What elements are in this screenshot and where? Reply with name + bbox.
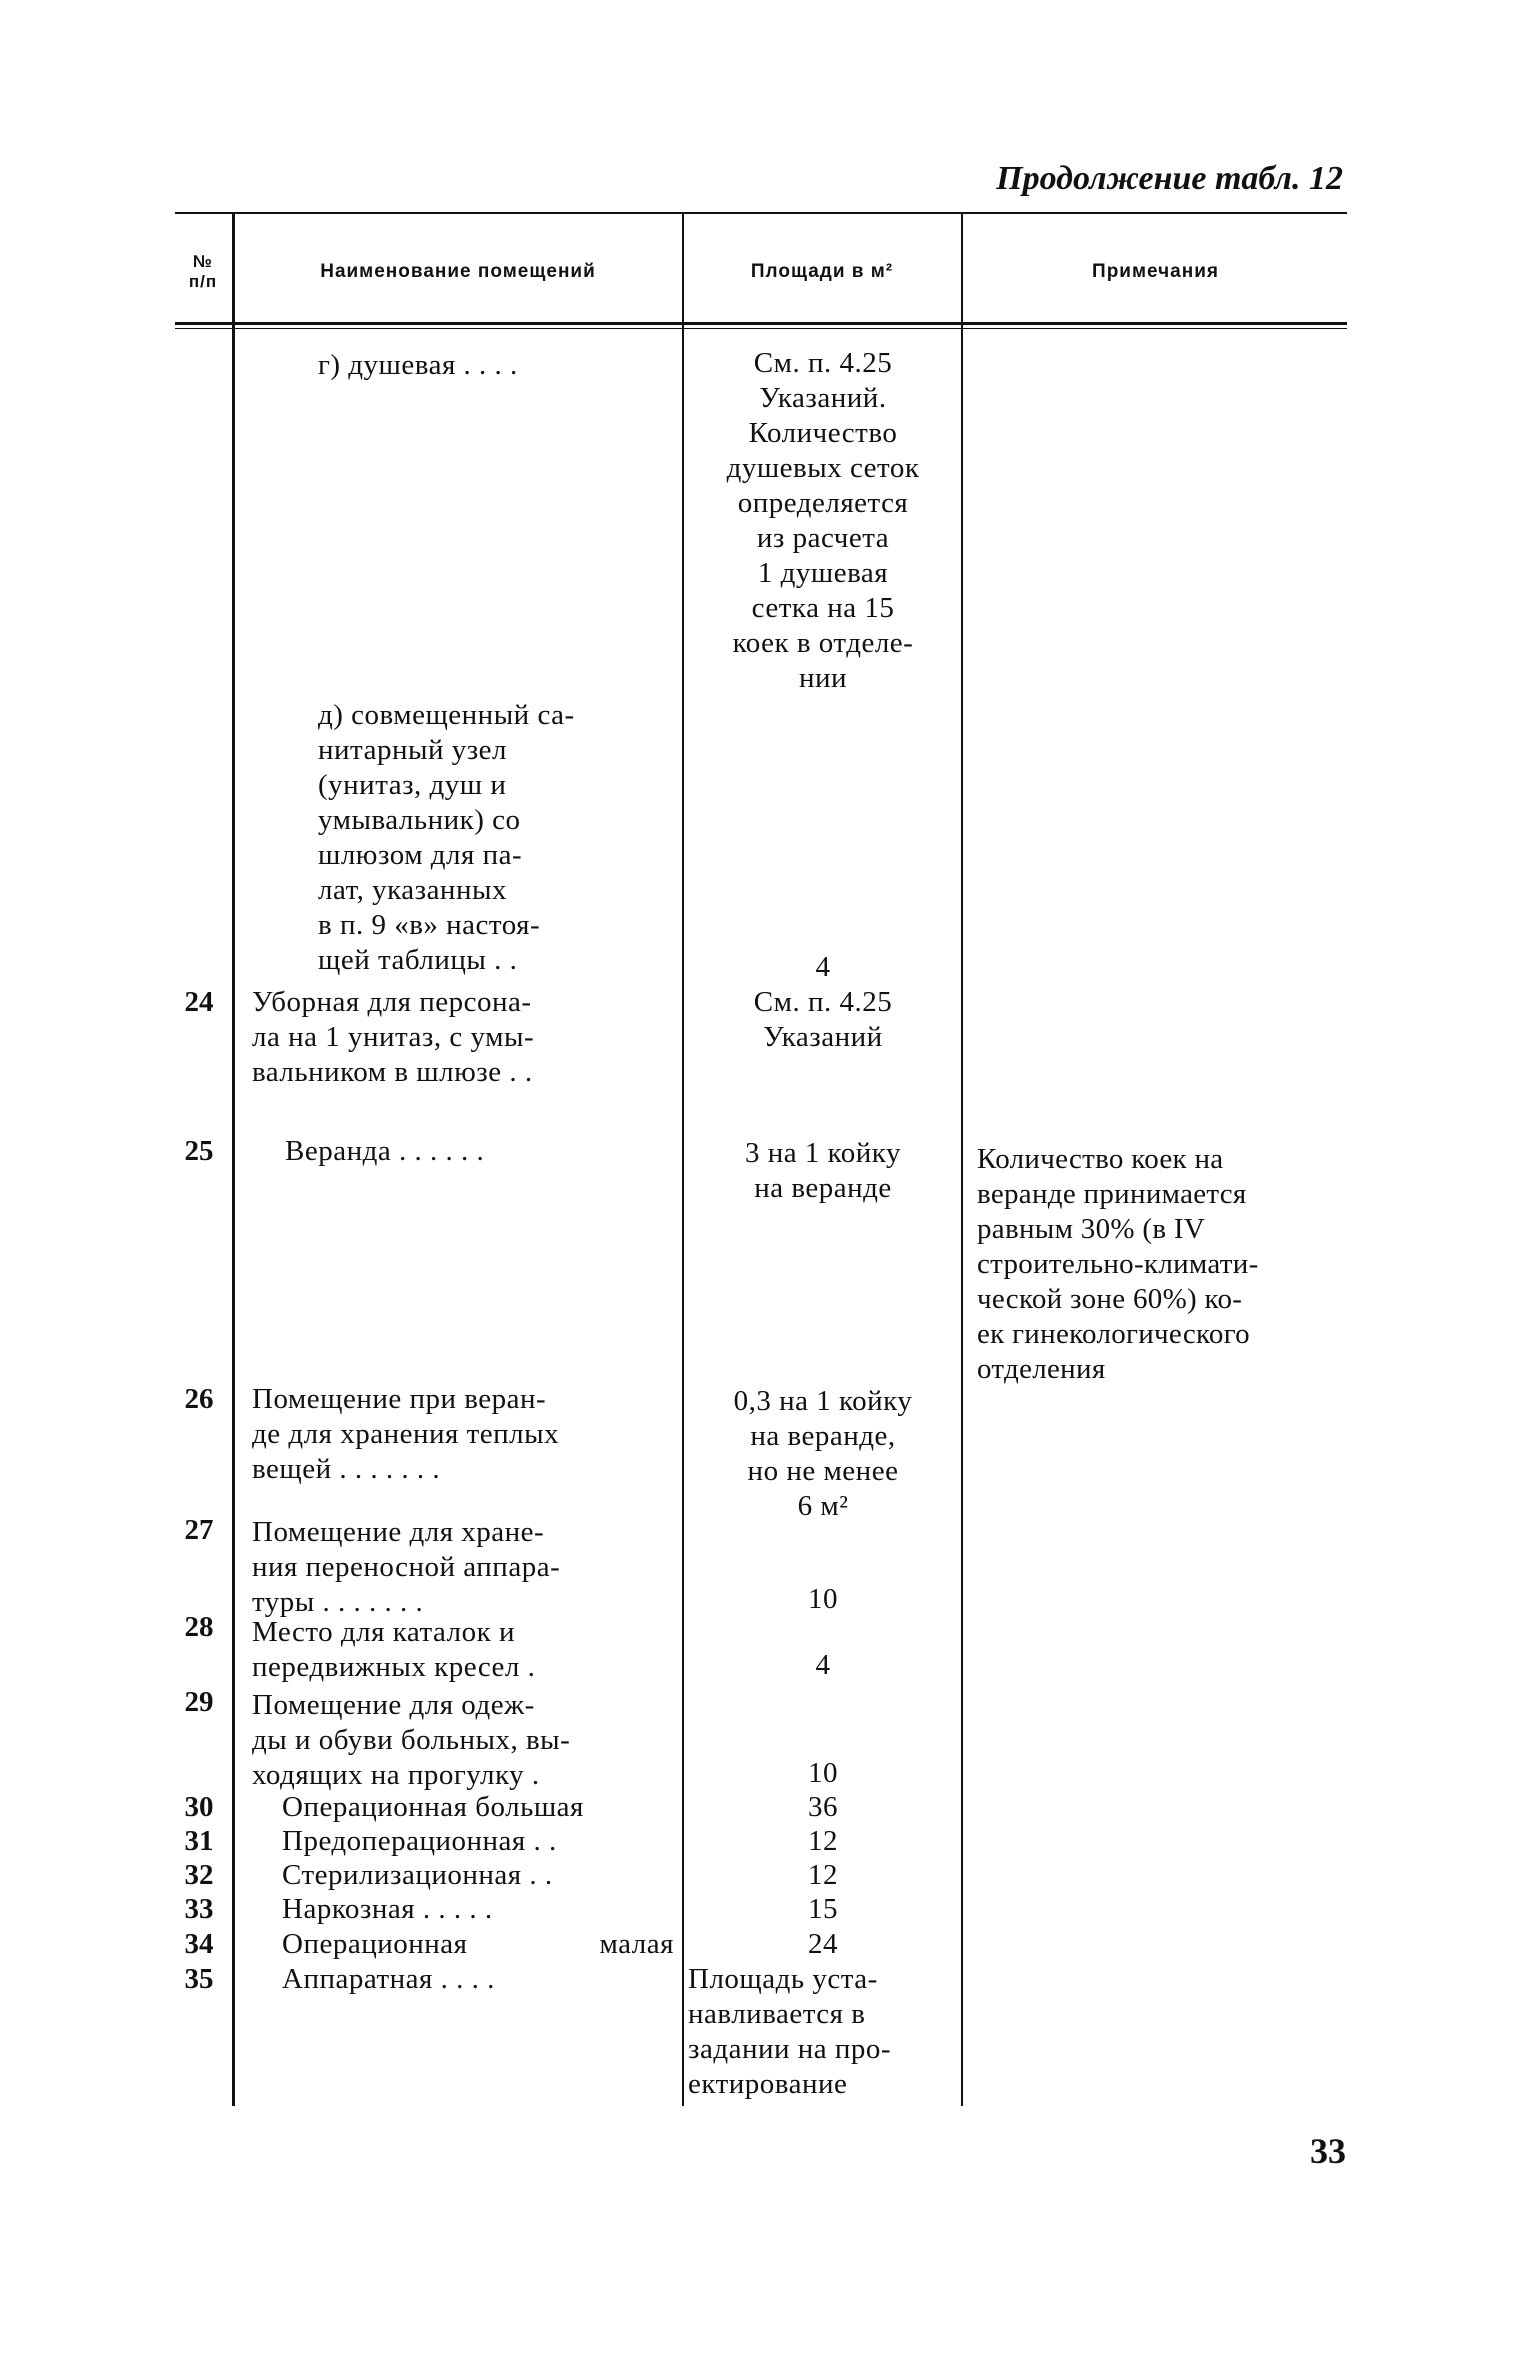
room-area: 24 (808, 1928, 838, 1960)
row-number: 25 (184, 1135, 214, 1167)
room-name: Предоперационная . . (282, 1825, 557, 1857)
room-name: Операционная малая (282, 1928, 674, 1960)
row-number: 30 (184, 1791, 214, 1823)
room-name: Место для каталок и передвижных кресел . (252, 1616, 536, 1683)
room-name: Помещение для одеж- ды и обуви больных, вы- ходящих на прогулку . (252, 1689, 571, 1791)
room-area: 10 (808, 1583, 838, 1615)
room-area: 4 (815, 1649, 831, 1681)
header-bottom-rule-2 (175, 328, 1347, 329)
row-number: 34 (184, 1928, 214, 1960)
room-name: Помещение для хране- ния переносной аппара- туры . . . . . . . (252, 1516, 561, 1618)
row-number: 29 (184, 1686, 214, 1718)
room-name: Помещение при веран- де для хранения теплых вещей . . . . . . . (252, 1383, 560, 1485)
room-name: Уборная для персона- ла на 1 унитаз, с умы- вальником в шлюзе . . (252, 986, 535, 1088)
row-number: 28 (184, 1611, 214, 1643)
header-num: № п/п (188, 251, 218, 291)
header-note: Примечания (1092, 260, 1219, 282)
room-area: См. п. 4.25 Указаний. Количество душевых сеток определяется из расчета 1 душевая сетка на 15 коек в отделе- нии (726, 347, 920, 694)
row-number: 26 (184, 1383, 214, 1415)
room-name: Наркозная . . . . . (282, 1893, 493, 1925)
room-area: 15 (808, 1893, 838, 1925)
room-name: Операционная большая (282, 1791, 584, 1823)
column-divider-2 (682, 214, 684, 2106)
room-area: 10 (808, 1757, 838, 1789)
row-number: 35 (184, 1963, 214, 1995)
row-number: 24 (184, 986, 214, 1018)
row-number: 31 (184, 1825, 214, 1857)
room-name: д) совмещенный са- нитарный узел (унитаз, душ и умывальник) со шлюзом для па- лат, указанных в п. 9 «в» настоя- щей таблицы . . (318, 699, 575, 976)
column-divider-3 (961, 214, 963, 2106)
row-number: 27 (184, 1514, 214, 1546)
table-caption: Продолжение табл. 12 (996, 160, 1343, 197)
room-name: Аппаратная . . . . (282, 1963, 495, 1995)
header-bottom-rule (175, 322, 1347, 325)
header-area: Площади в м² (750, 260, 894, 282)
column-divider-1 (232, 214, 235, 2106)
room-area: 3 на 1 койку на веранде (745, 1137, 901, 1204)
table-top-rule (175, 212, 1347, 214)
room-area: См. п. 4.25 Указаний (753, 986, 893, 1053)
room-name: г) душевая . . . . (318, 349, 518, 381)
header-name: Наименование помещений (320, 260, 596, 282)
room-name: Стерилизационная . . (282, 1859, 553, 1891)
row-number: 33 (184, 1893, 214, 1925)
room-area: 12 (808, 1825, 838, 1857)
room-area: 12 (808, 1859, 838, 1891)
page-number: 33 (1310, 2131, 1346, 2171)
row-number: 32 (184, 1859, 214, 1891)
room-name: Веранда . . . . . . (285, 1135, 485, 1167)
room-area: 0,3 на 1 койку на веранде, но не менее 6 м² (733, 1385, 913, 1522)
room-area: 36 (808, 1791, 838, 1823)
room-note: Количество коек на веранде принимается равным 30% (в IV строительно-климати- ческой зоне 60%) ко- ек гинекологического отделения (977, 1143, 1259, 1385)
room-area: 4 (815, 951, 831, 983)
room-area: Площадь уста- навливается в задании на про- ектирование (688, 1963, 892, 2100)
